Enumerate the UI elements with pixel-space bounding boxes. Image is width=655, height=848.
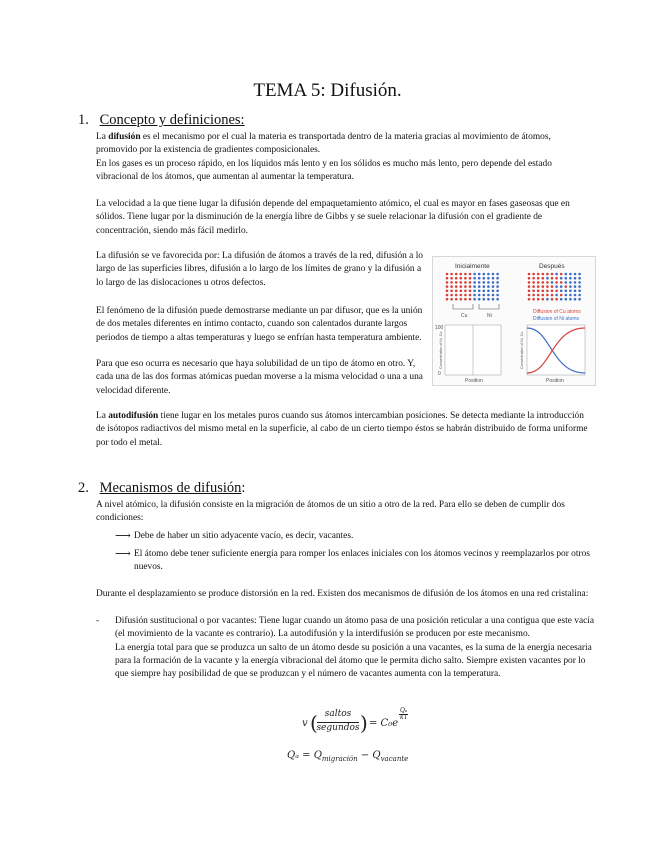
atom-dot <box>546 294 549 297</box>
eq2-sub-migration: migración <box>321 755 358 763</box>
atom-dot <box>551 290 554 293</box>
atom-dot <box>532 285 535 288</box>
atom-dot <box>492 281 495 284</box>
atom-dot <box>446 277 449 280</box>
atom-dot <box>446 290 449 293</box>
atom-dot <box>560 281 563 284</box>
eq1-exponent-den: kT <box>400 714 408 721</box>
atom-dot <box>450 290 453 293</box>
atom-dot <box>578 273 581 276</box>
bullet-dash: - <box>96 616 100 626</box>
atom-dot <box>574 290 577 293</box>
equation-activation-energy <box>287 750 408 763</box>
atom-dot <box>551 298 554 301</box>
atom-dot <box>542 277 545 280</box>
atom-dot <box>565 281 568 284</box>
atom-dot <box>464 298 467 301</box>
atom-dot <box>483 294 486 297</box>
atom-dot <box>450 281 453 284</box>
atom-dot <box>460 277 463 280</box>
atom-dot <box>528 277 531 280</box>
atom-dot <box>537 285 540 288</box>
paragraph-definition-rest: es el mecanismo por el cual la materia es transportada dentro de la materia gracias al movimiento de átomos, promovido por la existencia de gradientes composicionales. <box>96 132 551 156</box>
legend-cu-diffusion: Diffusion of Cu atoms <box>533 309 581 315</box>
atom-dot <box>551 277 554 280</box>
atom-dot <box>478 298 481 301</box>
atom-dot <box>464 294 467 297</box>
atom-dot <box>469 285 472 288</box>
atom-dot <box>528 298 531 301</box>
section-1-heading <box>78 112 245 129</box>
atom-dot <box>528 290 531 293</box>
atom-dot <box>546 290 549 293</box>
atom-dot <box>578 281 581 284</box>
atom-dot <box>569 277 572 280</box>
legend-ni-diffusion: Diffusion of Ni atoms <box>533 316 580 322</box>
atom-dot <box>496 290 499 293</box>
atom-dot <box>569 290 572 293</box>
atom-dot <box>542 281 545 284</box>
atom-dot <box>464 290 467 293</box>
atom-dot <box>469 277 472 280</box>
atom-dot <box>569 281 572 284</box>
atom-dot <box>578 298 581 301</box>
atom-dot <box>532 277 535 280</box>
atom-dot <box>455 294 458 297</box>
paragraph-diffusion-couple: El fenómeno de la difusión puede demostrarse mediante un par difusor, que es la unión de dos metales diferentes en íntimo contacto, cuando son calentados durante largos periodos de tiempo a altas temperaturas y luego se enfrían hasta temperatura ambiente. <box>96 306 423 343</box>
atom-dot <box>574 294 577 297</box>
atom-dot <box>478 281 481 284</box>
atom-dot <box>473 277 476 280</box>
eq1-numerator: saltos <box>324 709 352 719</box>
figure-label-initial: Inicialmente <box>455 263 490 270</box>
atom-dot <box>455 277 458 280</box>
arrow-icon: ⟶ <box>115 548 131 560</box>
eq1-exponent-num: Qₐ <box>400 707 408 714</box>
atom-dot <box>555 281 558 284</box>
diffusion-couple-figure <box>432 256 596 386</box>
atom-dot <box>537 294 540 297</box>
atom-dot <box>464 285 467 288</box>
condition-item-1 <box>115 530 595 543</box>
atom-dot <box>483 277 486 280</box>
atom-dot <box>478 294 481 297</box>
arrow-icon: ⟶ <box>115 530 131 542</box>
atom-dot <box>542 273 545 276</box>
atom-dot <box>546 285 549 288</box>
atom-dot <box>460 285 463 288</box>
atom-dot <box>537 277 540 280</box>
atom-dot <box>464 277 467 280</box>
atom-dot <box>469 281 472 284</box>
diffusion-figure-svg <box>433 257 595 385</box>
atom-dot <box>560 294 563 297</box>
atom-dot <box>532 294 535 297</box>
paragraph-solubility: Para que eso ocurra es necesario que haya solubilidad de un tipo de átomo en otro. Y, cada una de las dos formas atómicas puedan moverse a la misma velocidad o una a una velocidad diferente. <box>96 359 423 396</box>
section-1-number: 1. <box>78 112 89 128</box>
term-autodifusion: autodifusión <box>108 411 159 421</box>
atom-dot <box>555 285 558 288</box>
atom-dot <box>551 281 554 284</box>
section-2-heading <box>78 480 245 497</box>
atom-dot <box>487 273 490 276</box>
page-title: TEMA 5: Difusión. <box>253 80 402 101</box>
atom-dot <box>574 277 577 280</box>
atom-dot <box>460 294 463 297</box>
atom-dot <box>455 298 458 301</box>
atom-dot <box>446 281 449 284</box>
atom-dot <box>492 285 495 288</box>
atom-dot <box>446 285 449 288</box>
paragraph-velocity: La velocidad a la que tiene lugar la difusión depende del empaquetamiento atómico, el cual es mayor en fases gaseosas que en sólidos. Tiene lugar por la disminución de la energía libre de Gibbs y se suele relacionar la difusión con el gradiente de concentración, siendo más fácil medirlo. <box>96 199 570 236</box>
atom-dot <box>565 294 568 297</box>
atom-dot <box>569 285 572 288</box>
atom-dot <box>532 298 535 301</box>
atom-dot <box>560 273 563 276</box>
atom-dot <box>469 273 472 276</box>
atom-dot <box>546 281 549 284</box>
atom-dot <box>473 298 476 301</box>
atom-dot <box>473 281 476 284</box>
atom-dot <box>464 273 467 276</box>
atom-dot <box>446 273 449 276</box>
paragraph-favored-by: La difusión se ve favorecida por: La difusión de átomos a través de la red, difusión a lo largo de las superficies libres, difusión a lo largo de los límites de grano y la difusión a lo largo de las dislocaciones u otros defectos. <box>96 251 423 288</box>
atom-dot <box>473 273 476 276</box>
atom-dot <box>492 294 495 297</box>
atom-dot <box>496 294 499 297</box>
atom-dot <box>450 285 453 288</box>
paragraph-self-diffusion <box>96 410 592 450</box>
section-2-number: 2. <box>78 480 89 496</box>
eq1-right-paren: ) <box>360 711 368 735</box>
atom-dot <box>455 281 458 284</box>
atom-dot <box>487 298 490 301</box>
atom-dot <box>551 294 554 297</box>
atom-dot <box>446 298 449 301</box>
atom-dot <box>546 298 549 301</box>
eq1-denominator: segundos <box>316 723 360 733</box>
atom-dot <box>565 298 568 301</box>
atom-dot <box>487 285 490 288</box>
bullet-substitutional-text: Difusión sustitucional o por vacantes: Tiene lugar cuando un átomo pasa de una posición reticular a una contigua que este vacía (el movimiento de la vacante es contrario). La autodifusión y la interdifusión se producen por este mecanismo. <box>115 616 595 640</box>
left-plot-y-100: 100 <box>435 325 444 331</box>
eq1-left-paren: ( <box>310 711 318 735</box>
atom-dot <box>542 294 545 297</box>
atom-dot <box>542 290 545 293</box>
atom-dot <box>483 285 486 288</box>
metal-a-label: Cu <box>461 313 468 319</box>
atom-dot <box>551 285 554 288</box>
atom-dot <box>483 298 486 301</box>
atom-dot <box>450 294 453 297</box>
section-2-colon: : <box>241 480 246 496</box>
atom-dot <box>537 290 540 293</box>
eq2-sub-vacancy: vacante <box>380 755 409 763</box>
atom-dot <box>450 298 453 301</box>
atom-dot <box>537 281 540 284</box>
bullet-substitutional <box>96 615 596 681</box>
atom-dot <box>478 290 481 293</box>
section-1-title: Concepto y definiciones: <box>99 112 245 128</box>
paragraph-mechanisms-intro: A nivel atómico, la difusión consiste en la migración de átomos de un sitio a otro de la red. Para ello se deben de cumplir dos condiciones: <box>96 500 565 524</box>
left-plot-x-axis-label: Position <box>465 378 483 384</box>
atom-dot <box>487 294 490 297</box>
atom-dot <box>460 281 463 284</box>
atom-dot <box>574 281 577 284</box>
atom-dot <box>542 285 545 288</box>
paragraph-self-diffusion-lead: La <box>96 411 109 421</box>
term-difusion: difusión <box>108 132 141 142</box>
eq2-minus: − Q <box>357 750 381 761</box>
atom-dot <box>537 298 540 301</box>
atom-dot <box>532 290 535 293</box>
right-plot-y-axis-label: Concentration of Ni, Cu <box>520 331 524 369</box>
atom-dot <box>532 281 535 284</box>
atom-dot <box>555 277 558 280</box>
paragraph-definition-lead: La <box>96 132 109 142</box>
atom-dot <box>460 290 463 293</box>
atom-dot <box>560 277 563 280</box>
metal-brackets <box>453 304 499 309</box>
atom-dot <box>565 285 568 288</box>
initial-atom-grid <box>446 273 499 301</box>
left-plot-y-axis-label: Concentration of Ni, Cu <box>439 331 443 369</box>
paragraph-definition <box>96 131 592 184</box>
eq1-v: v <box>302 718 308 729</box>
atom-dot <box>487 281 490 284</box>
atom-dot <box>578 285 581 288</box>
condition-item-2 <box>115 548 595 575</box>
metal-b-label: Ni <box>487 313 492 319</box>
atom-dot <box>560 290 563 293</box>
atom-dot <box>460 298 463 301</box>
atom-dot <box>537 273 540 276</box>
equation-jump-rate <box>302 707 422 738</box>
atom-dot <box>446 294 449 297</box>
atom-dot <box>574 285 577 288</box>
atom-dot <box>460 273 463 276</box>
atom-dot <box>555 298 558 301</box>
after-atom-grid <box>528 273 581 301</box>
condition-1-text: Debe de haber un sitio adyacente vacío, es decir, vacantes. <box>134 531 354 541</box>
atom-dot <box>560 285 563 288</box>
paragraph-self-diffusion-rest: tiene lugar en los metales puros cuando sus átomos intercambian posiciones. Se detecta mediante la introducción de isótopos radiactivos del mismo metal en la superficie, al cabo de un cierto tiempo éstos se habrán distribuido de forma uniforme por todo el metal. <box>96 411 588 448</box>
atom-dot <box>578 294 581 297</box>
atom-dot <box>464 281 467 284</box>
condition-2-text: El átomo debe tener suficiente energía para romper los enlaces iniciales con los átomos vecinos y reemplazarlos por otros nuevos. <box>134 549 590 573</box>
atom-dot <box>496 285 499 288</box>
atom-dot <box>455 290 458 293</box>
atom-dot <box>528 294 531 297</box>
paragraph-distortion: Durante el desplazamiento se produce distorsión en la red. Existen dos mecanismos de difusión de los átomos en una red cristalina: <box>96 589 589 599</box>
atom-dot <box>574 273 577 276</box>
atom-dot <box>492 298 495 301</box>
atom-dot <box>469 290 472 293</box>
atom-dot <box>551 273 554 276</box>
atom-dot <box>546 277 549 280</box>
atom-dot <box>483 281 486 284</box>
atom-dot <box>473 285 476 288</box>
eq2-lhs: Qₐ = Q <box>287 750 322 761</box>
atom-dot <box>478 285 481 288</box>
atom-dot <box>492 273 495 276</box>
atom-dot <box>483 290 486 293</box>
atom-dot <box>560 298 563 301</box>
atom-dot <box>496 273 499 276</box>
atom-dot <box>555 273 558 276</box>
atom-dot <box>569 298 572 301</box>
atom-dot <box>565 277 568 280</box>
section-2-title: Mecanismos de difusión <box>99 480 242 496</box>
atom-dot <box>528 281 531 284</box>
atom-dot <box>546 273 549 276</box>
figure-label-after: Después <box>539 263 565 270</box>
right-plot-x-axis-label: Position <box>546 378 564 384</box>
atom-dot <box>496 277 499 280</box>
atom-dot <box>473 290 476 293</box>
atom-dot <box>487 277 490 280</box>
paragraph-states: En los gases es un proceso rápido, en los líquidos más lento y en los sólidos es mucho más lento, pero depende del estado vibracional de los átomos, que aumentan al aumentar la temperatura. <box>96 158 552 182</box>
atom-dot <box>496 281 499 284</box>
atom-dot <box>469 294 472 297</box>
atom-dot <box>569 273 572 276</box>
after-concentration-plot <box>527 325 585 375</box>
atom-dot <box>478 273 481 276</box>
atom-dot <box>565 290 568 293</box>
atom-dot <box>473 294 476 297</box>
atom-dot <box>450 273 453 276</box>
left-plot-y-0: 0 <box>438 371 441 377</box>
atom-dot <box>487 290 490 293</box>
atom-dot <box>455 285 458 288</box>
atom-dot <box>574 298 577 301</box>
atom-dot <box>578 277 581 280</box>
atom-dot <box>528 273 531 276</box>
atom-dot <box>528 285 531 288</box>
atom-dot <box>455 273 458 276</box>
atom-dot <box>565 273 568 276</box>
atom-dot <box>555 294 558 297</box>
atom-dot <box>492 277 495 280</box>
atom-dot <box>569 294 572 297</box>
atom-dot <box>492 290 495 293</box>
atom-dot <box>469 298 472 301</box>
atom-dot <box>542 298 545 301</box>
atom-dot <box>478 277 481 280</box>
atom-dot <box>483 273 486 276</box>
bullet-substitutional-energy: La energía total para que se produzca un salto de un átomo desde su posición a una vacantes, es la suma de la energía necesaria para la formación de la vacante y la energía vibracional del átomo que le permita dicho salto. Siempre existen vacantes por lo que siempre hay posibilidad de que se produzcan y el número de vacantes aumenta con la temperatura. <box>115 642 592 680</box>
atom-dot <box>532 273 535 276</box>
atom-dot <box>578 290 581 293</box>
eq1-rhs: = C₀e <box>369 718 399 729</box>
atom-dot <box>450 277 453 280</box>
atom-dot <box>496 298 499 301</box>
atom-dot <box>555 290 558 293</box>
